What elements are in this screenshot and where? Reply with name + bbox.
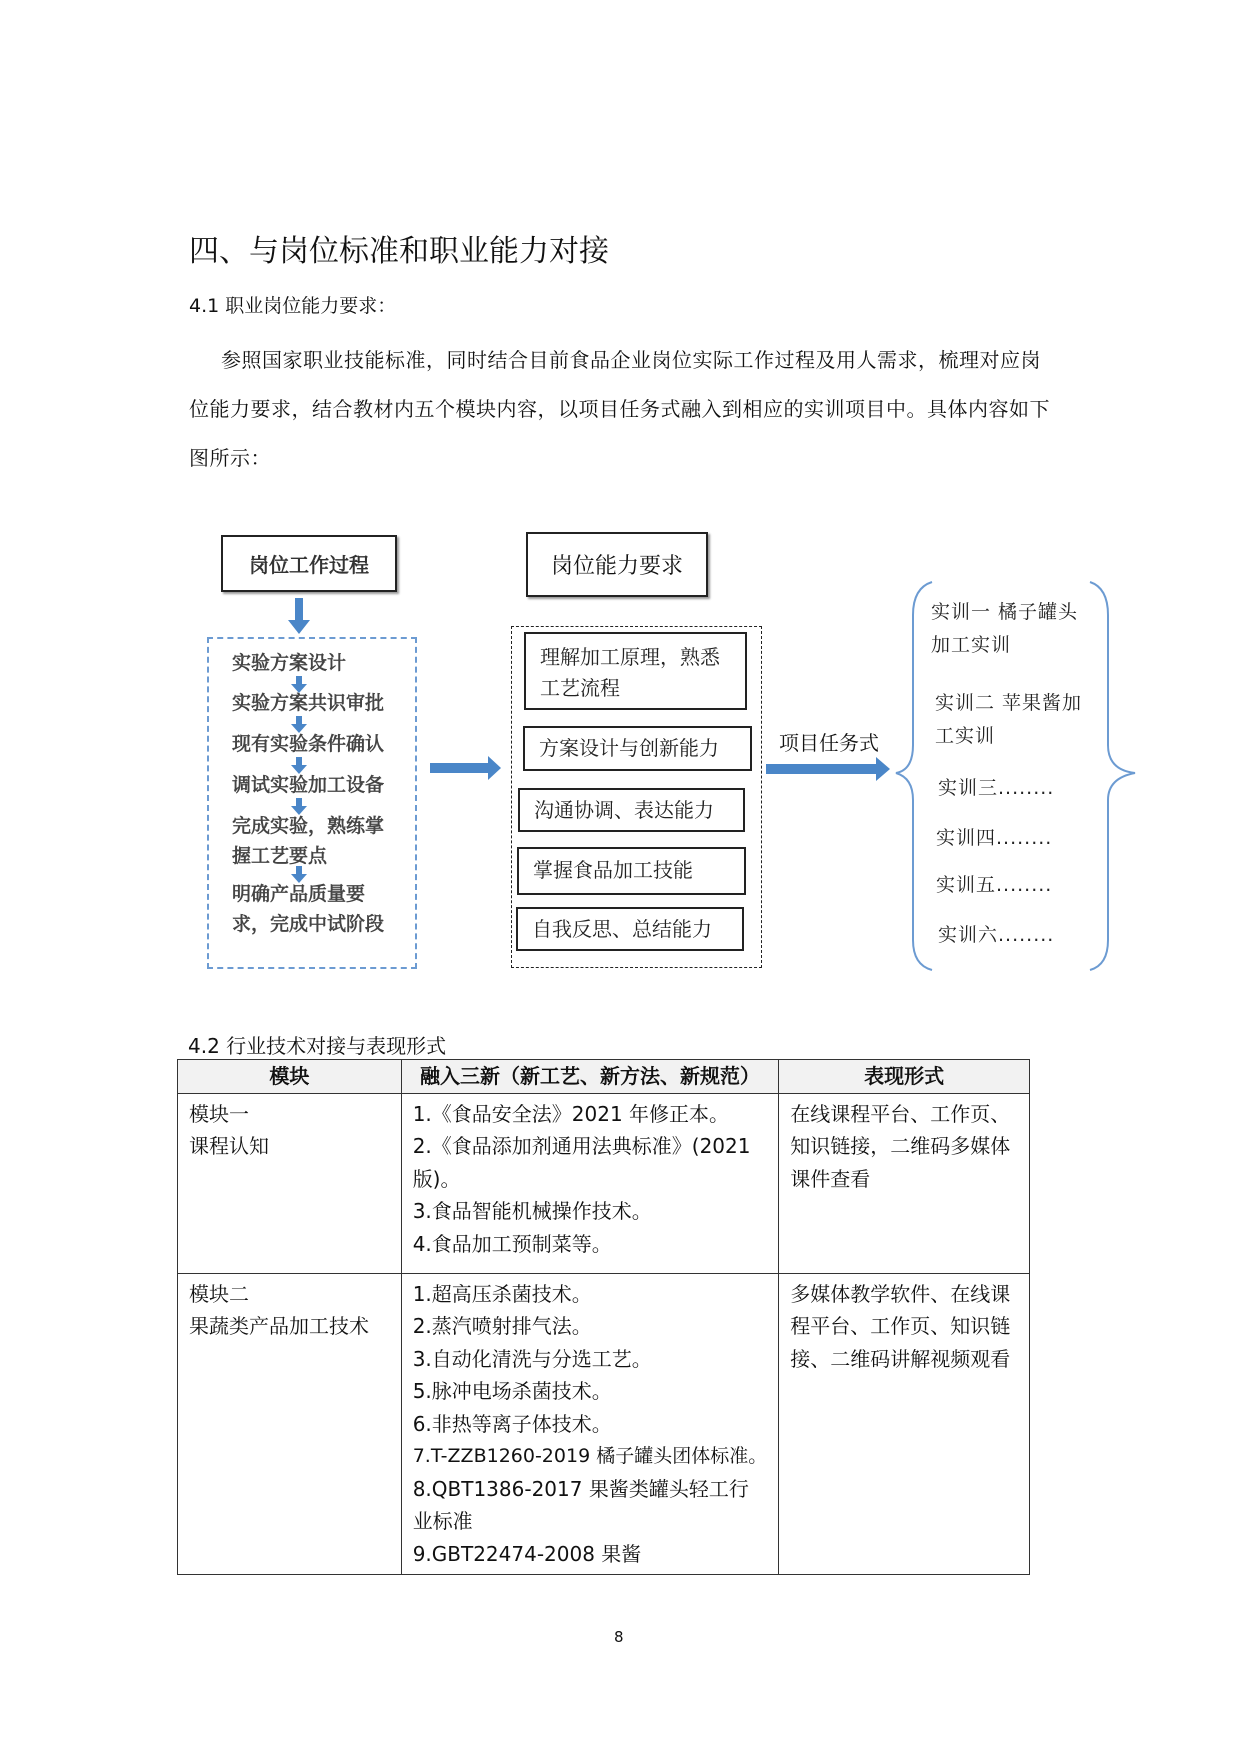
- table-row: [178, 1093, 1030, 1273]
- right-brace: [1090, 582, 1135, 970]
- intro-paragraph: 参照国家职业技能标准，同时结合目前食品企业岗位实际工作过程及用人需求，梳理对应岗位能力要求，结合教材内五个模块内容，以项目任务式融入到相应的实训项目中。具体内容如下图所示：: [189, 348, 1050, 470]
- training-item: 实训二 苹果酱加工实训: [935, 692, 1083, 747]
- list-item: 8.QBT1386-2017 果酱类罐头轻工行业标准: [412, 1476, 749, 1533]
- column-header: 模块: [178, 1060, 402, 1094]
- tech-integration-table: [177, 1059, 1030, 1575]
- list-item: 2.《食品添加剂通用法典标准》(2021 版)。: [412, 1134, 751, 1191]
- list-item: 2.蒸汽喷射排气法。: [412, 1314, 592, 1338]
- arrow-label: 项目任务式: [779, 731, 879, 755]
- ability-title-box: 岗位能力要求: [526, 532, 708, 597]
- list-item: 5.脉冲电场杀菌技术。: [412, 1379, 612, 1403]
- page-number: 8: [614, 1628, 624, 1646]
- list-item: 3.自动化清洗与分选工艺。: [412, 1346, 652, 1371]
- subsection-4-2-title: 4.2 行业技术对接与表现形式: [188, 1034, 447, 1058]
- process-step: 完成实验，熟练掌握工艺要点: [232, 815, 385, 867]
- ability-item: 方案设计与创新能力: [523, 726, 752, 771]
- items-cell: [401, 1093, 779, 1273]
- list-item: 7.T-ZZB1260-2019 橘子罐头团体标准。: [412, 1445, 768, 1467]
- list-item: 3.食品智能机械操作技术。: [412, 1199, 652, 1223]
- ability-item: 掌握食品加工技能: [517, 847, 746, 895]
- list-item: 4.食品加工预制菜等。: [412, 1231, 612, 1256]
- module-name: 模块一: [189, 1101, 249, 1126]
- module-title: 课程认知: [189, 1134, 269, 1158]
- list-item: 9.GBT22474-2008 果酱: [412, 1541, 642, 1566]
- process-step: 调试实验加工设备: [232, 774, 385, 796]
- list-item: 6.非热等离子体技术。: [412, 1411, 612, 1436]
- left-brace: [896, 582, 932, 970]
- ability-item: 沟通协调、表达能力: [518, 788, 745, 832]
- right-arrow-icon: [766, 757, 890, 781]
- list-item: 1.《食品安全法》2021 年修正本。: [412, 1101, 730, 1126]
- process-step: 实验方案共识审批: [232, 692, 385, 714]
- module-cell: [178, 1093, 402, 1273]
- training-item: 实训六........: [938, 924, 1055, 946]
- column-header: 融入三新（新工艺、新方法、新规范）: [401, 1060, 779, 1094]
- module-title: 果蔬类产品加工技术: [189, 1314, 369, 1338]
- training-item: 实训五........: [936, 874, 1053, 896]
- form-cell: 在线课程平台、工作页、知识链接，二维码多媒体课件查看: [779, 1093, 1030, 1273]
- training-item: 实训三........: [938, 777, 1055, 799]
- module-cell: [178, 1273, 402, 1575]
- right-arrow-icon: [430, 756, 501, 780]
- subsection-4-1-title: 4.1 职业岗位能力要求：: [189, 295, 397, 317]
- table-row: [178, 1273, 1030, 1575]
- table-header-row: [178, 1060, 1030, 1094]
- process-step: 实验方案设计: [232, 652, 347, 674]
- work-process-title-box: 岗位工作过程: [221, 535, 397, 592]
- ability-item: 理解加工原理，熟悉工艺流程: [524, 632, 747, 710]
- process-step: 明确产品质量要求，完成中试阶段: [232, 883, 385, 935]
- training-item: 实训四........: [936, 827, 1053, 849]
- list-item: 1.超高压杀菌技术。: [412, 1281, 592, 1306]
- training-item: 实训一 橘子罐头加工实训: [931, 601, 1079, 656]
- column-header: 表现形式: [779, 1060, 1030, 1094]
- down-arrow-icon: [288, 598, 310, 634]
- form-cell: 多媒体教学软件、在线课程平台、工作页、知识链接、二维码讲解视频观看: [779, 1273, 1030, 1575]
- items-cell: [401, 1273, 779, 1575]
- ability-item: 自我反思、总结能力: [516, 907, 744, 951]
- process-step: 现有实验条件确认: [232, 733, 385, 755]
- module-name: 模块二: [189, 1281, 249, 1306]
- section-heading: 四、与岗位标准和职业能力对接: [189, 234, 609, 269]
